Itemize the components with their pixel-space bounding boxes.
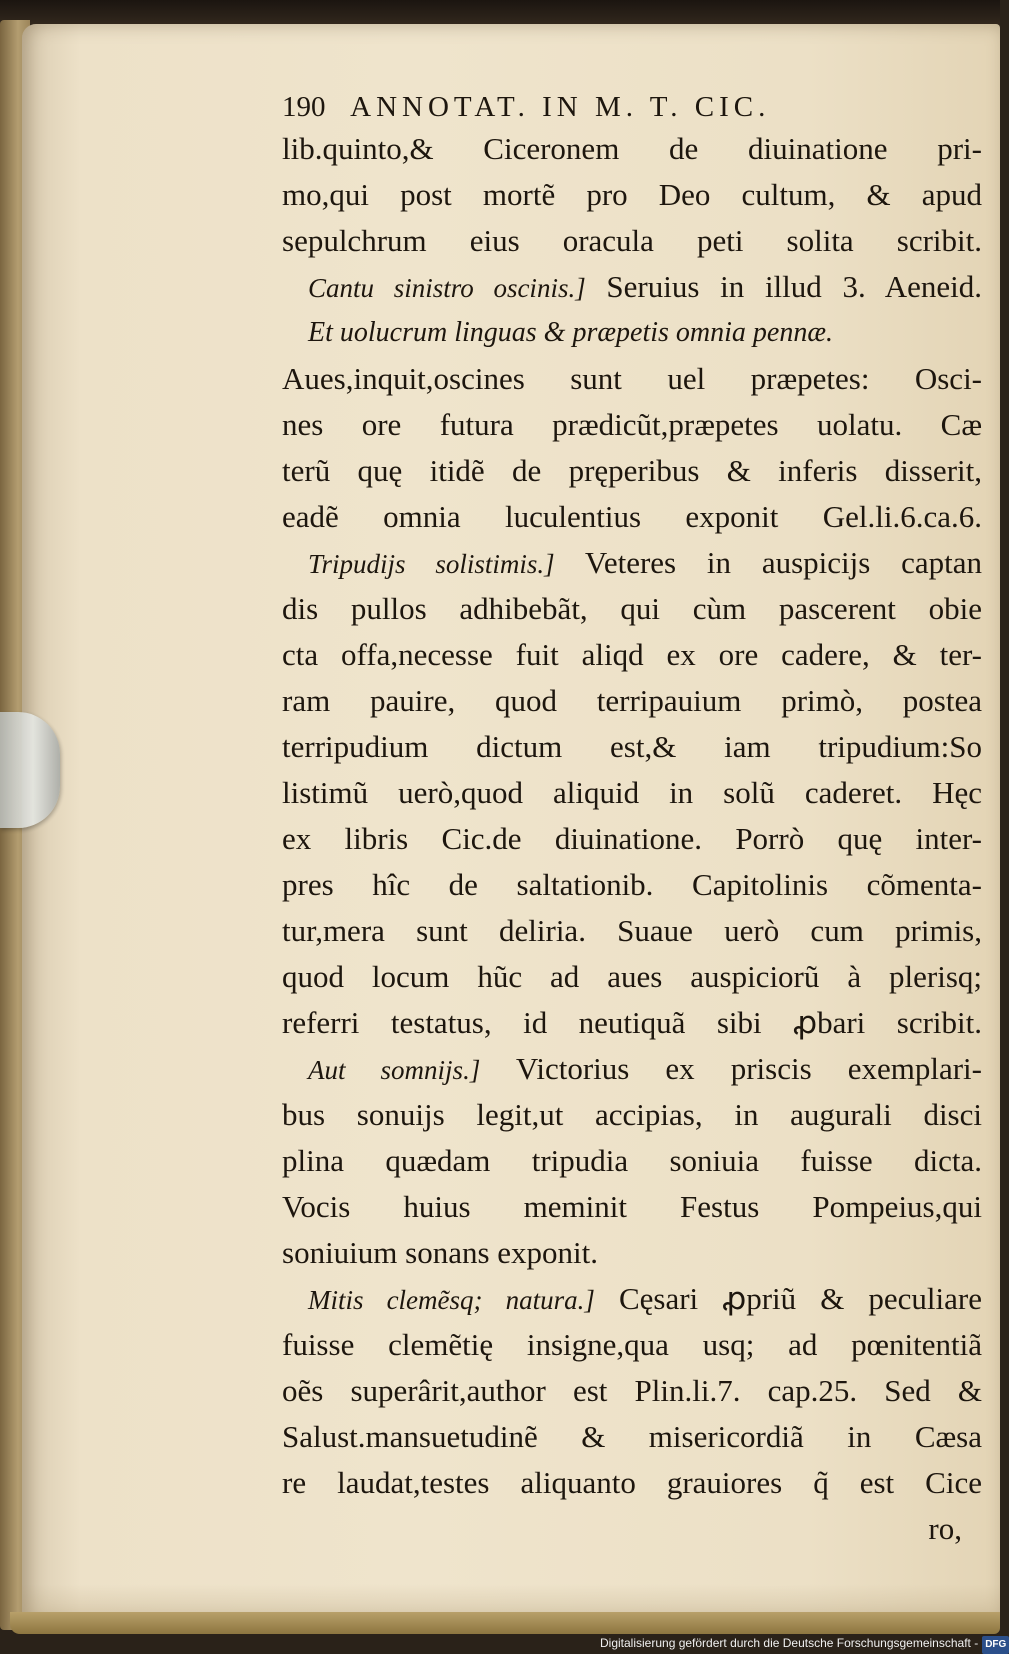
- text-line: tur,mera sunt deliria. Suaue uerò cum primis,: [282, 913, 982, 948]
- page-clip: [0, 712, 60, 828]
- text-line: quod locum hũc ad aues auspiciorũ à plerisq;: [282, 959, 982, 994]
- lemma: Mitis clemẽsq; natura.]: [308, 1285, 595, 1315]
- text-line: nes ore futura prædicũt,præpetes uolatu. Cæ: [282, 407, 982, 442]
- text-line: dis pullos adhibebãt, qui cùm pascerent obie: [282, 591, 982, 626]
- text-line: lib.quinto,& Ciceronem de diuinatione pri-: [282, 131, 982, 166]
- text-line: plina quædam tripudia soniuia fuisse dicta.: [282, 1143, 982, 1178]
- text-line: bus sonuijs legit,ut accipias, in augurali disci: [282, 1097, 982, 1132]
- running-title: ANNOTAT. IN M. T. CIC.: [350, 91, 771, 123]
- text-line: terripudium dictum est,& iam tripudium:So: [282, 729, 982, 764]
- text-line: referri testatus, id neutiquã sibi ꝓbari scribit.: [282, 1005, 982, 1040]
- text-line: Aues,inquit,oscines sunt uel præpetes: Osci-: [282, 361, 982, 396]
- dfg-logo: DFG: [982, 1636, 1009, 1654]
- text-line: ram pauire, quod terripauium primò, postea: [282, 683, 982, 718]
- text-line: re laudat,testes aliquanto grauiores q̃ est Cice: [282, 1465, 982, 1500]
- text-line: terũ quę itidẽ de pręperibus & inferis disserit,: [282, 453, 982, 488]
- text-line: soniuium sonans exponit.: [282, 1235, 599, 1270]
- lemma: Tripudijs solistimis.]: [308, 549, 555, 579]
- lemma-line: Aut somnijs.] Victorius ex priscis exemplari-: [308, 1051, 982, 1086]
- lemma-line: Mitis clemẽsq; natura.] Cęsari ꝓpriũ & peculiare: [308, 1281, 982, 1316]
- catchword: ro,: [928, 1511, 962, 1546]
- text-line: listimũ uerò,quod aliquid in solũ caderet. Hęc: [282, 775, 982, 810]
- quotation-line: Et uolucrum linguas & præpetis omnia pennæ.: [308, 317, 833, 348]
- text-line: eadẽ omnia luculentius exponit Gel.li.6.ca.6.: [282, 499, 982, 534]
- text-line: cta offa,necesse fuit aliqd ex ore cadere, & ter-: [282, 637, 982, 672]
- page-text: [282, 88, 982, 1552]
- text-line: oẽs superârit,author est Plin.li.7. cap.25. Sed &: [282, 1373, 982, 1408]
- text-line: Salust.mansuetudinẽ & misericordiã in Cæsa: [282, 1419, 982, 1454]
- text-line: fuisse clemẽtię insigne,qua usq; ad pœnitentiã: [282, 1327, 982, 1362]
- lemma-line: Cantu sinistro oscinis.] Seruius in illud 3. Aeneid.: [308, 269, 983, 304]
- lemma-line: Tripudijs solistimis.] Veteres in auspicijs captan: [308, 545, 982, 580]
- lemma: Aut somnijs.]: [308, 1055, 481, 1085]
- lemma: Cantu sinistro oscinis.]: [308, 273, 586, 303]
- page-bottom-edge: [10, 1612, 1000, 1634]
- text-line: mo,qui post mortẽ pro Deo cultum, & apud: [282, 177, 982, 212]
- page-number: 190: [282, 91, 326, 123]
- text-line: ex libris Cic.de diuinatione. Porrò quę inter-: [282, 821, 982, 856]
- text-line: sepulchrum eius oracula peti solita scribit.: [282, 223, 982, 258]
- text-line: Vocis huius meminit Festus Pompeius,qui: [282, 1189, 982, 1224]
- footer-text: Digitalisierung gefördert durch die Deutsche Forschungsgemeinschaft -: [600, 1636, 979, 1650]
- text-line: pres hîc de saltationib. Capitolinis cõmenta-: [282, 867, 982, 902]
- running-header: [282, 88, 982, 126]
- digitization-footer: [600, 1634, 1007, 1652]
